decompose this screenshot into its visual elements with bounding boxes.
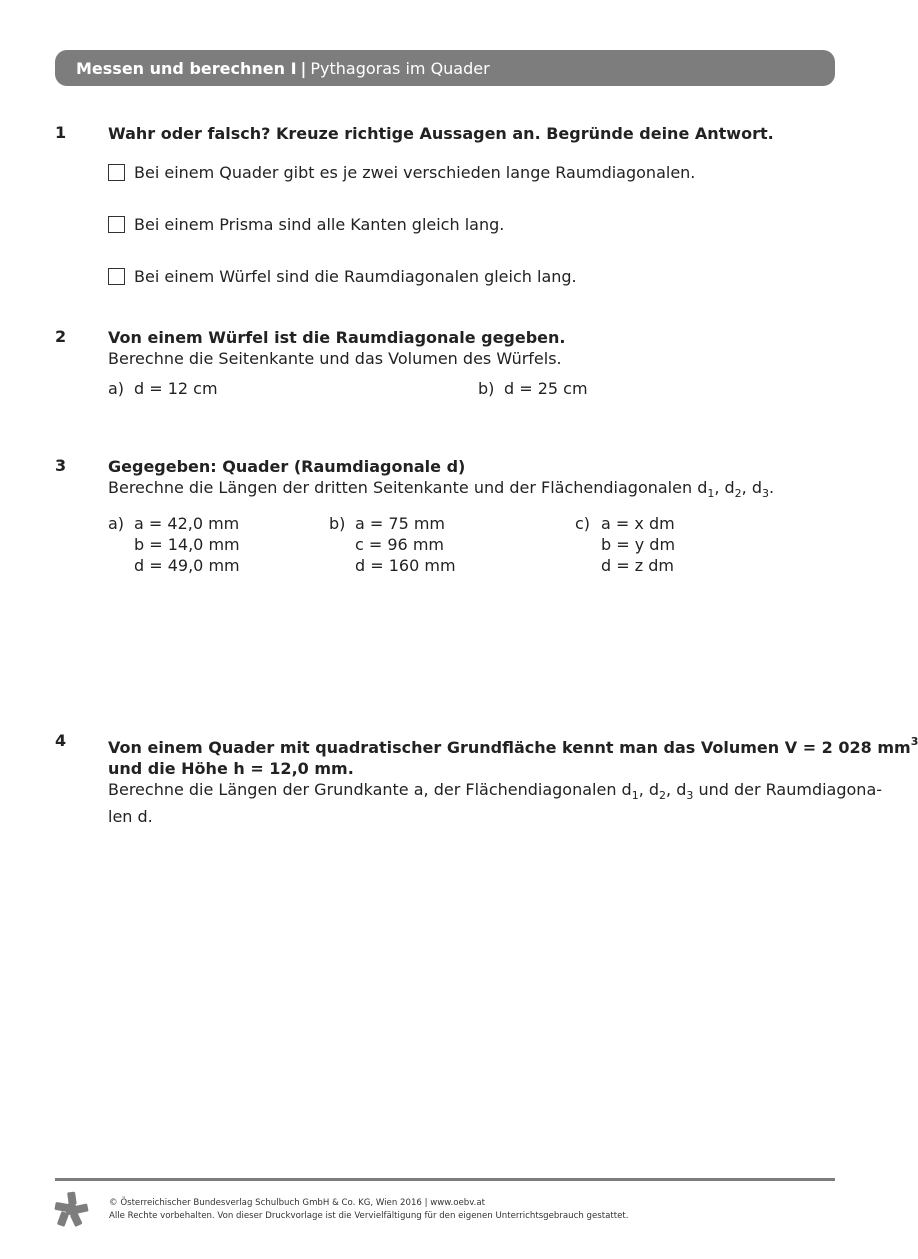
parts-grid	[108, 513, 835, 579]
part-value: d = 12 cm	[134, 379, 218, 398]
footer-text	[109, 1197, 629, 1223]
header-bar	[55, 50, 835, 86]
part-b	[329, 513, 456, 576]
part-a	[108, 378, 218, 399]
part-line: a = x dm	[601, 514, 675, 533]
task-3	[55, 456, 835, 579]
footer-divider	[55, 1178, 835, 1181]
part-line: a = 42,0 mm	[134, 514, 240, 533]
footer-copyright: © Österreichischer Bundesverlag Schulbuch GmbH & Co. KG, Wien 2016 | www.oebv.at	[109, 1198, 486, 1208]
part-c	[575, 513, 675, 576]
header-subtitle: Pythagoras im Quader	[310, 58, 490, 78]
part-label: c)	[575, 514, 591, 533]
part-label: b)	[329, 514, 346, 533]
parts-row	[108, 378, 835, 399]
statement-item	[108, 214, 835, 235]
part-line: d = 160 mm	[355, 556, 456, 575]
task-4	[55, 731, 918, 827]
part-line: b = 14,0 mm	[134, 535, 240, 554]
task-1	[55, 123, 835, 318]
statement-text: Bei einem Würfel sind die Raumdiagonalen gleich lang.	[134, 267, 577, 286]
task-heading: Wahr oder falsch? Kreuze richtige Aussagen an. Begründe deine Antwort.	[108, 124, 774, 143]
part-line: c = 96 mm	[355, 535, 444, 554]
statement-checkbox[interactable]	[108, 164, 125, 181]
part-label: a)	[108, 379, 125, 398]
task-number: 3	[55, 456, 67, 475]
header-separator: |	[300, 58, 307, 78]
statement-text: Bei einem Quader gibt es je zwei verschieden lange Raumdiagonalen.	[134, 163, 696, 182]
statement-list	[108, 162, 835, 287]
task-instruction-line2: len d.	[108, 807, 153, 826]
statement-checkbox[interactable]	[108, 268, 125, 285]
part-value: d = 25 cm	[504, 379, 588, 398]
part-b	[478, 378, 588, 399]
part-line: b = y dm	[601, 535, 676, 554]
task-heading-line2: und die Höhe h = 12,0 mm.	[108, 759, 354, 778]
task-number: 4	[55, 731, 67, 750]
task-instruction: Berechne die Seitenkante und das Volumen des Würfels.	[108, 349, 562, 368]
part-line: d = 49,0 mm	[134, 556, 240, 575]
statement-item	[108, 162, 835, 183]
task-number: 1	[55, 123, 67, 142]
statement-checkbox[interactable]	[108, 216, 125, 233]
header-title: Messen und berechnen I	[76, 58, 297, 78]
statement-item	[108, 266, 835, 287]
statement-text: Bei einem Prisma sind alle Kanten gleich lang.	[134, 215, 505, 234]
task-heading: Von einem Würfel ist die Raumdiagonale gegeben.	[108, 328, 566, 347]
publisher-logo-icon	[55, 1191, 89, 1227]
task-heading: Gegegeben: Quader (Raumdiagonale d)	[108, 457, 466, 476]
footer-rights: Alle Rechte vorbehalten. Von dieser Druckvorlage ist die Vervielfältigung für den eigenen Unterrichtsgebrauch gestattet.	[109, 1211, 629, 1221]
part-label: b)	[478, 379, 495, 398]
task-number: 2	[55, 327, 67, 346]
part-line: a = 75 mm	[355, 514, 445, 533]
task-2	[55, 327, 835, 399]
task-heading: Von einem Quader mit quadratischer Grundfläche kennt man das Volumen V = 2 028 $mm^3$	[108, 735, 918, 757]
part-a	[108, 513, 240, 576]
task-instruction: Berechne die Längen der dritten Seitenkante und der Flächendiagonalen $d_1$, $d_2$, $d_3$.	[108, 478, 775, 500]
task-instruction: Berechne die Längen der Grundkante a, der Flächendiagonalen $d_1$, $d_2$, $d_3$ und der Raumdiagona-	[108, 780, 883, 802]
part-line: d = z dm	[601, 556, 674, 575]
part-label: a)	[108, 514, 125, 533]
